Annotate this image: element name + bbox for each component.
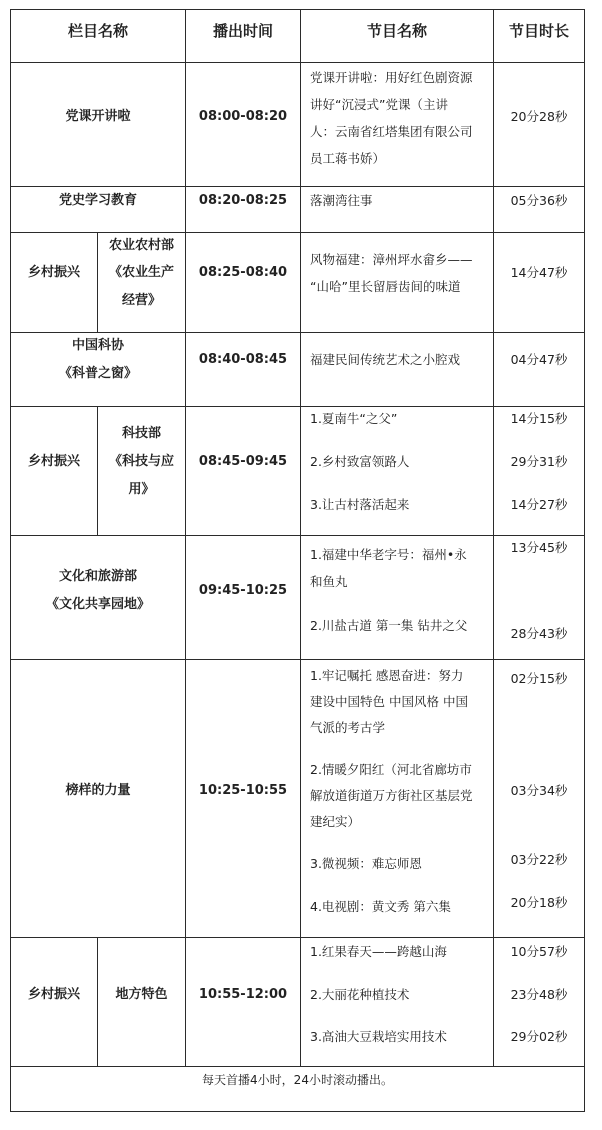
air-time-cell: 10:55-12:00	[198, 987, 288, 1002]
col-divider	[300, 9, 301, 1067]
table-border-right	[584, 9, 585, 1112]
duration-cell: 23分48秒	[510, 987, 568, 1002]
duration-cell: 14分47秒	[510, 265, 568, 280]
column-name-cell: 榜样的力量	[65, 783, 131, 798]
program-line: 讲好“沉浸式”党课（主讲	[310, 97, 448, 112]
duration-cell: 29分31秒	[510, 454, 568, 469]
duration-cell: 14分27秒	[510, 497, 568, 512]
program-line: 1.福建中华老字号：福州•永	[310, 547, 467, 562]
air-time-cell: 08:25-08:40	[198, 265, 288, 280]
sub-column-line: 《农业生产	[108, 265, 174, 280]
row-divider	[10, 659, 585, 660]
row-divider	[10, 62, 585, 63]
air-time-cell: 08:20-08:25	[198, 193, 288, 208]
sub-column-line: 地方特色	[115, 987, 168, 1002]
program-line: 建设中国特色 中国风格 中国	[310, 694, 468, 709]
column-name-line: 《文化共享园地》	[45, 597, 150, 612]
table-border-bottom	[10, 1111, 585, 1112]
program-line: 员工蒋书娇）	[310, 151, 386, 166]
duration-cell: 28分43秒	[510, 626, 568, 641]
duration-cell: 20分28秒	[510, 109, 568, 124]
footer-note: 每天首播4小时，24小时滚动播出。	[202, 1073, 393, 1087]
program-line: 2.川盐古道 第一集 钻井之父	[310, 618, 468, 633]
program-line: 落潮湾往事	[310, 193, 373, 208]
duration-cell: 04分47秒	[510, 352, 568, 367]
header-column-name: 栏目名称	[67, 22, 128, 40]
program-line: 风物福建：漳州坪水畲乡——	[310, 252, 473, 267]
sub-column-line: 《科技与应	[108, 454, 174, 469]
air-time-cell: 09:45-10:25	[198, 583, 288, 598]
program-line: 3.高油大豆栽培实用技术	[310, 1029, 447, 1044]
duration-cell: 13分45秒	[510, 540, 568, 555]
program-line: 1.红果春天——跨越山海	[310, 944, 447, 959]
table-border-top	[10, 9, 585, 10]
duration-cell: 20分18秒	[510, 895, 568, 910]
program-line: 2.乡村致富领路人	[310, 454, 410, 469]
program-line: 人：云南省红塔集团有限公司	[310, 124, 473, 139]
header-air-time: 播出时间	[212, 22, 273, 40]
air-time-cell: 08:45-09:45	[198, 454, 288, 469]
air-time-cell: 08:00-08:20	[198, 109, 288, 124]
col-divider	[185, 9, 186, 1067]
column-name-line: 中国科协	[71, 338, 124, 353]
program-line: 3.让古村落活起来	[310, 497, 410, 512]
header-program-name: 节目名称	[366, 22, 427, 40]
sub-column-line: 农业农村部	[108, 238, 174, 253]
program-line: 解放道街道万方街社区基层党	[310, 788, 473, 803]
duration-cell: 02分15秒	[510, 671, 568, 686]
column-name-cell: 乡村振兴	[27, 454, 80, 469]
program-line: 2.情暖夕阳红（河北省廊坊市	[310, 762, 472, 777]
program-line: 4.电视剧：黄文秀 第六集	[310, 899, 451, 914]
duration-cell: 29分02秒	[510, 1029, 568, 1044]
sub-column-line: 科技部	[121, 426, 161, 441]
duration-cell: 03分34秒	[510, 783, 568, 798]
column-name-line: 文化和旅游部	[58, 569, 137, 584]
program-line: 2.大丽花种植技术	[310, 987, 410, 1002]
column-name-cell: 乡村振兴	[27, 987, 80, 1002]
table-border-left	[10, 9, 11, 1112]
duration-cell: 03分22秒	[510, 852, 568, 867]
column-name-cell: 乡村振兴	[27, 265, 80, 280]
program-line: 3.微视频：难忘师恩	[310, 856, 422, 871]
program-line: 气派的考古学	[310, 720, 386, 735]
program-line: 和鱼丸	[310, 574, 348, 589]
column-name-cell: 党课开讲啦	[65, 109, 131, 124]
column-name-line: 《科普之窗》	[58, 366, 137, 381]
duration-cell: 05分36秒	[510, 193, 568, 208]
sub-column-line: 用》	[128, 482, 155, 497]
program-line: 1.夏南牛“之父”	[310, 411, 398, 426]
program-line: 党课开讲啦：用好红色剧资源	[310, 70, 473, 85]
program-line: 1.牢记嘱托 感恩奋进：努力	[310, 668, 464, 683]
program-line: 建纪实）	[310, 814, 361, 829]
header-duration: 节目时长	[508, 22, 569, 40]
sub-column-line: 经营》	[121, 293, 161, 308]
duration-cell: 10分57秒	[510, 944, 568, 959]
program-line: “山哈”里长留唇齿间的味道	[310, 279, 461, 294]
program-line: 福建民间传统艺术之小腔戏	[310, 352, 461, 367]
duration-cell: 14分15秒	[510, 411, 568, 426]
air-time-cell: 10:25-10:55	[198, 783, 288, 798]
air-time-cell: 08:40-08:45	[198, 352, 288, 367]
column-name-cell: 党史学习教育	[58, 193, 137, 208]
